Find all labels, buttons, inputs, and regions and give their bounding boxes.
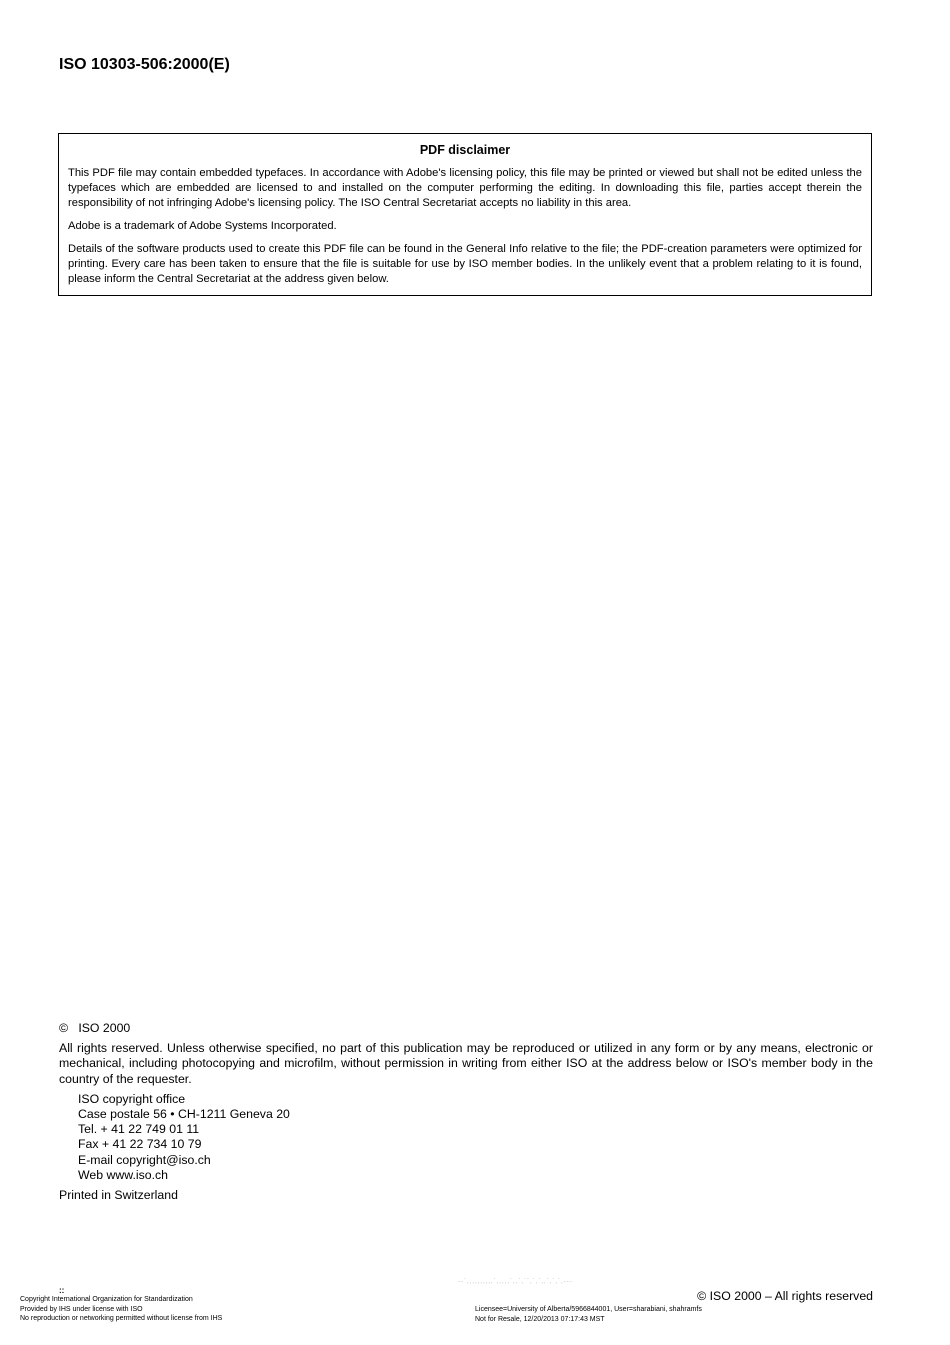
disclaimer-paragraph: Details of the software products used to create this PDF file can be found in the General Info relative to the file; the PDF-creation parameters were optimized for printing. Every care has been taken to ensure that the file is suitable for use by ISO member bodies. In the unlikely event that a problem relating to it is found, please inform the Central Secretariat at the address given below. [68,243,862,285]
footer-left-line: No reproduction or networking permitted without license from IHS [20,1315,223,1323]
copyright-holder: ISO 2000 [78,1021,131,1035]
address-line: E-mail copyright@iso.ch [78,1152,211,1167]
rights-statement: All rights reserved. Unless otherwise specified, no part of this publication may be reproduced or utilized in any form or by any means, electronic or mechanical, including photocopying and microfilm, without permission in writing from either ISO at the address below or ISO's member body in the country of the requester. [59,1041,873,1086]
copyright-line [59,1021,873,1036]
footer-faint-marks: --`,,,,,,,,,,`,,,,,`,,`,``,`,`,,`,`,`,--- [458,1279,573,1285]
printed-in: Printed in Switzerland [59,1188,178,1203]
disclaimer-paragraph: This PDF file may contain embedded typefaces. In accordance with Adobe's licensing policy, this file may be printed or viewed but shall not be edited unless the typefaces which are embedded are licensed to and installed on the computer performing the editing. In downloading this file, parties accept therein the responsibility of not infringing Adobe's licensing policy. The ISO Central Secretariat accepts no liability in this area. [68,167,862,209]
disclaimer-paragraph: Adobe is a trademark of Adobe Systems Incorporated. [68,220,337,232]
address-line: Web www.iso.ch [78,1167,168,1182]
footer-copyright: © ISO 2000 – All rights reserved [697,1289,873,1303]
pdf-disclaimer-box [58,133,872,296]
document-id-header: ISO 10303-506:2000(E) [59,56,230,73]
footer-dots: :: [59,1286,65,1295]
footer-left-license [20,1287,222,1324]
copyright-notice [59,1021,873,1203]
footer-mid-line: Not for Resale, 12/20/2013 07:17:43 MST [475,1315,605,1323]
copyright-symbol: © [59,1021,69,1035]
footer-mid-line: Licensee=University of Alberta/5966844001, User=sharabiani, shahramfs [475,1306,702,1313]
address-line: ISO copyright office [78,1091,186,1106]
address-line: Tel. + 41 22 749 01 11 [78,1122,200,1137]
copyright-office-address [78,1092,873,1183]
address-line: Case postale 56 • CH-1211 Geneva 20 [78,1107,290,1122]
address-line: Fax + 41 22 734 10 79 [78,1137,202,1152]
disclaimer-title: PDF disclaimer [419,143,511,157]
footer-licensee-info [475,1305,702,1324]
footer-left-line: Provided by IHS under license with ISO [20,1305,143,1313]
footer-left-line: Copyright International Organization for Standardization [20,1296,193,1303]
